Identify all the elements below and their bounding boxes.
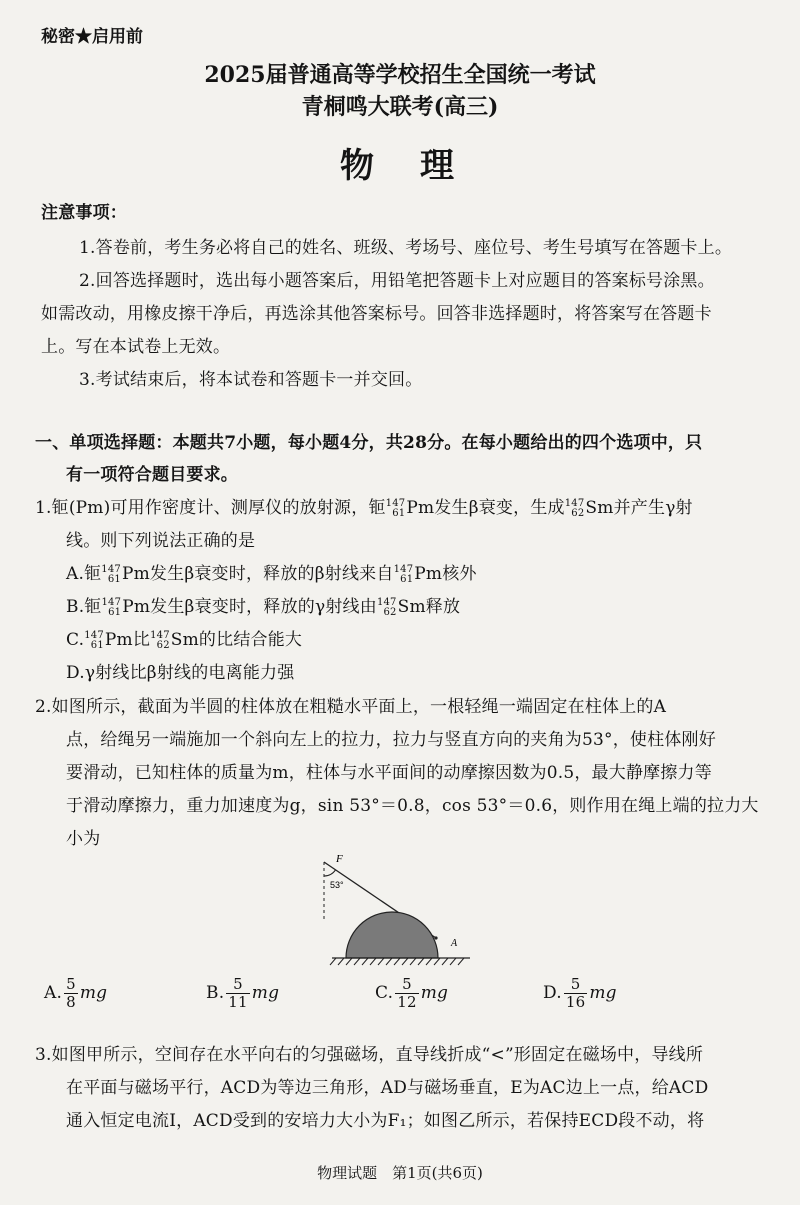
q1-option-a: A.钷 147 61 Pm发生β衰变时，释放的β射线来自 147 61 Pm核外 [66, 563, 477, 585]
notice-item-2c: 上。写在本试卷上无效。 [41, 337, 231, 357]
q3-line1: 3.如图甲所示，空间存在水平向右的匀强磁场，直导线折成“<”形固定在磁场中，导线所 [35, 1045, 704, 1065]
q3-line2: 在平面与磁场平行，ACD为等边三角形，AD与磁场垂直，E为AC边上一点，给ACD [66, 1078, 709, 1098]
joint-exam-title: 青桐鸣大联考(高三) [301, 94, 499, 120]
section-1-line2: 有一项符合题目要求。 [66, 465, 238, 485]
q2-line2: 点，给绳另一端施加一个斜向左上的拉力，拉力与竖直方向的夹角为53°，使柱体刚好 [66, 730, 716, 750]
q1-option-b: B.钷 147 61 Pm发生β衰变时，释放的γ射线由 147 62 Sm释放 [66, 596, 461, 618]
notice-item-3: 3.考试结束后，将本试卷和答题卡一并交回。 [79, 370, 423, 390]
label-a: A [451, 938, 458, 949]
secret-label: 秘密★启用前 [41, 27, 143, 47]
q2-line5: 小为 [66, 829, 101, 849]
ground-hatching [330, 958, 464, 965]
q2-figure [310, 850, 490, 970]
sm-isotope: 147 62 [564, 497, 585, 519]
notice-heading: 注意事项： [41, 203, 127, 223]
q2-line1: 2.如图所示，截面为半圆的柱体放在粗糙水平面上，一根轻绳一端固定在柱体上的A [35, 697, 667, 717]
label-f: F [336, 853, 343, 865]
pm-isotope: 147 61 [385, 497, 406, 519]
q3-line3: 通入恒定电流I，ACD受到的安培力大小为F₁；如图乙所示，若保持ECD段不动，将 [66, 1111, 705, 1131]
section-1-line1: 一、单项选择题：本题共7小题，每小题4分，共28分。在每小题给出的四个选项中，只 [35, 433, 703, 453]
q1-stem-line2: 线。则下列说法正确的是 [66, 531, 256, 551]
q2-line4: 于滑动摩擦力，重力加速度为g，sin 53°＝0.8，cos 53°＝0.6，则作用在绳上端的拉力大 [66, 796, 759, 816]
semicircle-cylinder [346, 912, 438, 958]
exam-title: 2025届普通高等学校招生全国统一考试 [204, 62, 596, 88]
q1-option-d: D.γ射线比β射线的电离能力强 [66, 663, 295, 683]
q2-line3: 要滑动，已知柱体的质量为m，柱体与水平面间的动摩擦因数为0.5，最大静摩擦力等 [66, 763, 712, 783]
subject-title: 物 理 [340, 146, 460, 186]
q2-option-b: B. $\frac{5}{11}$ mg [206, 975, 280, 1011]
q2-option-c: C. $\frac{5}{12}$ mg [375, 975, 449, 1011]
q2-option-a: A. $\frac{5}{8}$ mg [44, 975, 108, 1011]
label-angle: 53° [330, 880, 344, 890]
q1-option-c: C. 147 61 Pm比 147 62 Sm的比结合能大 [66, 629, 303, 651]
q2-option-d: D. $\frac{5}{16}$ mg [543, 975, 617, 1011]
page-footer: 物理试题 第1页(共6页) [317, 1164, 483, 1182]
q1-stem-line1: 1.钷(Pm)可用作密度计、测厚仪的放射源，钷 147 61 Pm发生β衰变，生成 147 62 Sm并产生γ射 [35, 497, 693, 519]
notice-item-2a: 2.回答选择题时，选出每小题答案后，用铅笔把答题卡上对应题目的答案标号涂黑。 [79, 271, 715, 291]
notice-item-1: 1.答卷前，考生务必将自己的姓名、班级、考场号、座位号、考生号填写在答题卡上。 [79, 238, 733, 258]
notice-item-2b: 如需改动，用橡皮擦干净后，再选涂其他答案标号。回答非选择题时，将答案写在答题卡 [41, 304, 712, 324]
point-a-dot [434, 936, 437, 939]
angle-arc [324, 870, 336, 876]
